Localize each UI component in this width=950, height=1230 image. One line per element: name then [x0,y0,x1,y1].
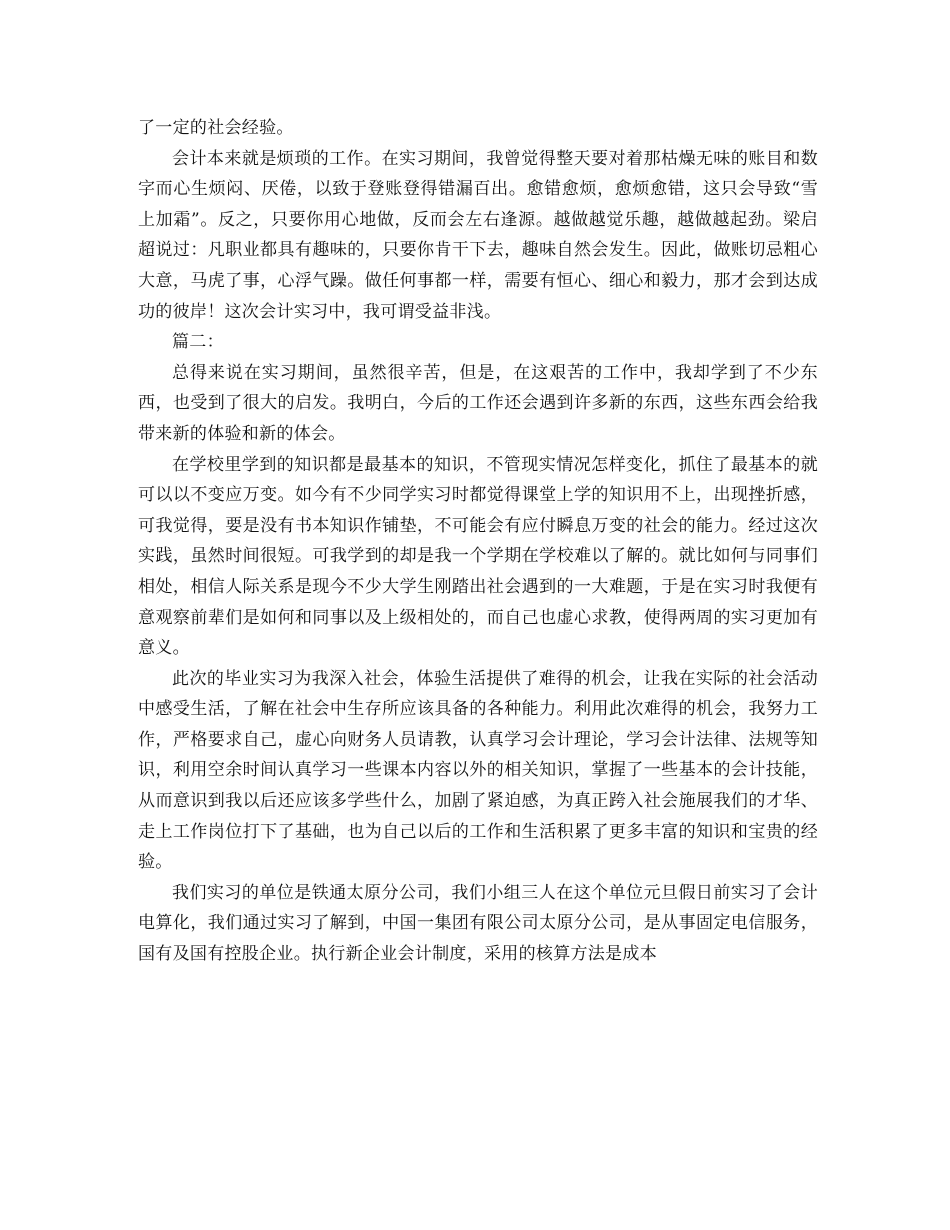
document-page [138,113,818,970]
paragraph-internship-unit: 我们实习的单位是铁通太原分公司，我们小组三人在这个单位元旦假日前实习了会计电算化，我们通过实习了解到，中国一集团有限公司太原分公司，是从事固定电信服务，国有及国有控股企业。执行新企业会计制度，采用的核算方法是成本 [138,882,818,965]
paragraph-continuation: 了一定的社会经验。 [138,118,294,138]
paragraph-accounting-work: 会计本来就是烦琐的工作。在实习期间，我曾觉得整天要对着那枯燥无味的账目和数字而心生烦闷、厌倦，以致于登账登得错漏百出。愈错愈烦，愈烦愈错，这只会导致“雪上加霜”。反之，只要你用心地做，反而会左右逢源。越做越觉乐趣，越做越起劲。梁启超说过：凡职业都具有趣味的，只要你肯干下去，趣味自然会发生。因此，做账切忌粗心大意，马虎了事，心浮气躁。做任何事都一样，需要有恒心、细心和毅力，那才会到达成功的彼岸！这次会计实习中，我可谓受益非浅。 [138,148,818,322]
paragraph-summary: 总得来说在实习期间，虽然很辛苦，但是，在这艰苦的工作中，我却学到了不少东西，也受到了很大的启发。我明白，今后的工作还会遇到许多新的东西，这些东西会给我带来新的体验和新的体会。 [138,362,818,444]
paragraph-school-knowledge: 在学校里学到的知识都是最基本的知识，不管现实情况怎样变化，抓住了最基本的就可以以不变应万变。如今有不少同学实习时都觉得课堂上学的知识用不上，出现挫折感，可我觉得，要是没有书本知识作铺垫，不可能会有应付瞬息万变的社会的能力。经过这次实践，虽然时间很短。可我学到的却是我一个学期在学校难以了解的。就比如何与同事们相处，相信人际关系是现今不少大学生刚踏出社会遇到的一大难题，于是在实习时我便有意观察前辈们是如何和同事以及上级相处的，而自己也虚心求教，使得两周的实习更加有意义。 [138,454,818,659]
section-heading-part-two: 篇二： [172,332,224,353]
paragraph-graduation-internship: 此次的毕业实习为我深入社会，体验生活提供了难得的机会，让我在实际的社会活动中感受生活，了解在社会中生存所应该具备的各种能力。利用此次难得的机会，我努力工作，严格要求自己，虚心向财务人员请教，认真学习会计理论，学习会计法律、法规等知识，利用空余时间认真学习一些课本内容以外的相关知识，掌握了一些基本的会计技能，从而意识到我以后还应该多学些什么，加剧了紧迫感，为真正跨入社会施展我们的才华、走上工作岗位打下了基础，也为自己以后的工作和生活积累了更多丰富的知识和宝贵的经验。 [138,668,818,873]
